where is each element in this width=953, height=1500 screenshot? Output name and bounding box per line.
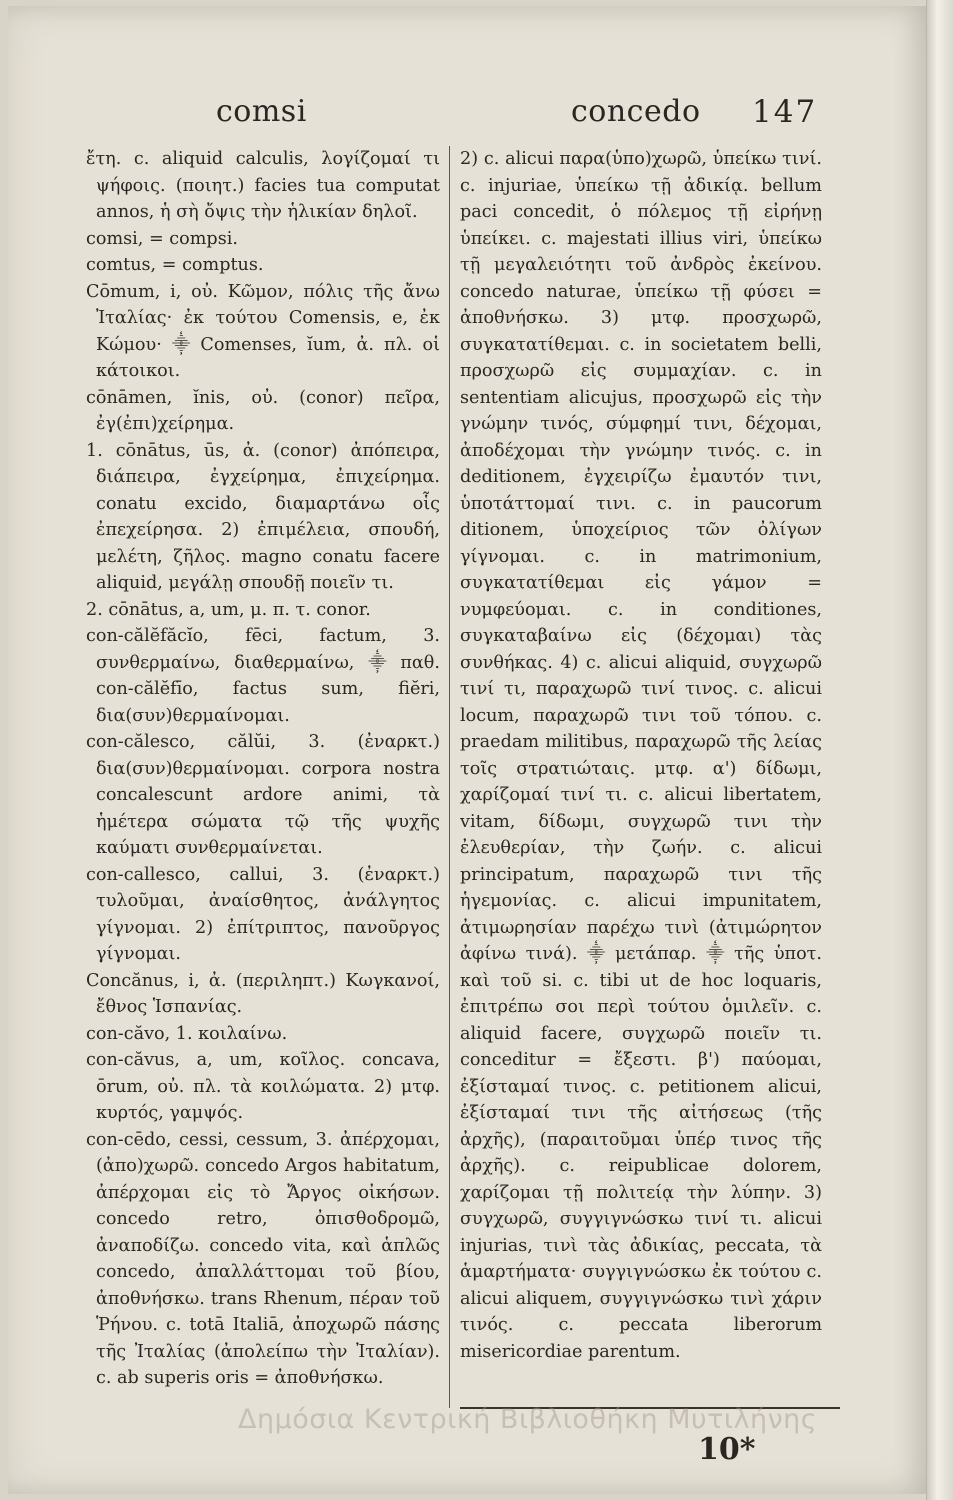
library-watermark: Δημόσια Κεντρική Βιβλιοθήκη Μυτιλήνης	[238, 1404, 818, 1435]
entry: comsi, = compsi.	[86, 228, 238, 249]
entry: con-călesco, călŭi, 3. (ἐναρκτ.) δια(συν)θερμαίνομαι. corpora nostra concalescunt ardore animi, τὰ ἡμέτερα σώματα τῷ τῆς ψυχῆς καύματι συνθερμαίνεται.	[86, 732, 440, 858]
page-edge	[926, 0, 953, 1500]
entry: 1. cōnātus, ūs, ἀ. (conor) ἀπόπειρα, διάπειρα, ἐγχείρημα, ἐπιχείρημα. conatu excido, διαμαρτάνω οἷς ἐπεχείρησα. 2) ἐπιμέλεια, σπουδή, μελέτη, ζῆλος. magno conatu facere aliquid, μεγάλῃ σπουδῇ ποιεῖν τι.	[86, 440, 440, 593]
entry: cōnāmen, ĭnis, οὐ. (conor) πεῖρα, ἐγ(ἐπι)χείρημα.	[86, 387, 440, 434]
dictionary-page	[8, 6, 928, 1494]
entry: 2. cōnātus, a, um, μ. π. τ. conor.	[86, 599, 371, 620]
left-column	[86, 146, 440, 1392]
entry: con-cēdo, cessi, cessum, 3. ἀπέρχομαι, (ἀπο)χωρῶ. concedo Argos habitatum, ἀπέρχομαι εἰς τὸ Ἄργος οἰκήσων. concedo retro, ὀπισθοδρομῶ, ἀναποδίζω. concedo vita, καὶ ἁπλῶς concedo, ἀπαλλάττομαι τοῦ βίου, ἀποθνήσκω. trans Rhenum, πέραν τοῦ Ῥήνου. c. totā Italiā, ἀποχωρῶ πάσης τῆς Ἰταλίας (ἀπολείπω τὴν Ἰταλίαν). c. ab superis oris = ἀποθνήσκω.	[86, 1129, 440, 1388]
entry: Concănus, i, ἀ. (περιληπτ.) Κωγκανοί, ἔθνος Ἱσπανίας.	[86, 970, 440, 1017]
entry: 2) c. alicui παρα(ὑπο)χωρῶ, ὑπείκω τινί. c. injuriae, ὑπείκω τῇ ἀδικίᾳ. bellum paci concedit, ὁ πόλεμος τῇ εἰρήνῃ ὑπείκει. c. majestati illius viri, ὑπείκω τῇ μεγαλειότητι τοῦ ἀνδρὸς ἐκείνου. concedo naturae, ὑπείκω τῇ φύσει = ἀποθνήσκω. 3) μτφ. προσχωρῶ, συγκατατίθεμαι. c. in societatem belli, προσχωρῶ εἰς συμμαχίαν. c. in sententiam alicujus, προσχωρῶ εἰς τὴν γνώμην τινός, σύμφημί τινι, δέχομαι, ἀποδέχομαι τὴν γνώμην τινός. c. in deditionem, ἐγχειρίζω ἐμαυτόν τινι, ὑποτάττομαί τινι. c. in paucorum ditionem, ὑποχείριος τῶν ὀλίγων γίγνομαι. c. in matrimonium, συγκατατίθεμαι εἰς γάμον = νυμφεύομαι. c. in conditiones, συγκαταβαίνω εἰς (δέχομαι) τὰς συνθήκας. 4) c. alicui aliquid, συγχωρῶ τινί τι, παραχωρῶ τινί τινος. c. alicui locum, παραχωρῶ τινι τοῦ τόπου. c. praedam militibus, παραχωρῶ τῆς λείας τοῖς στρατιώταις. μτφ. α') δίδωμι, χαρίζομαί τινί τι. c. alicui libertatem, vitam, δίδωμι, συγχωρῶ τινι τὴν ἐλευθερίαν, τὴν ζωήν. c. alicui principatum, παραχωρῶ τινι τῆς ἡγεμονίας. c. alicui impunitatem, ἀτιμωρησίαν παρέχω τινὶ (ἀτιμώρητον ἀφίνω τινά). ⸎ μετάπαρ. ⸎ τῆς ὑποτ. καὶ τοῦ si. c. tibi ut de hoc loquaris, ἐπιτρέπω σοι περὶ τούτου ὁμιλεῖν. c. aliquid facere, συγχωρῶ ποιεῖν τι. conceditur = ἔξεστι. β') παύομαι, ἐξίσταμαί τινος. c. petitionem alicui, ἐξίσταμαί τινι τῆς αἰτήσεως (τῆς ἀρχῆς), (παραιτοῦμαι ὑπέρ τινος τῆς ἀρχῆς). c. reipublicae dolorem, χαρίζομαι τῇ πολιτείᾳ τὴν λύπην. 3) συγχωρῶ, συγγιγνώσκω τινί τι. alicui injurias, τινὶ τὰς ἀδικίας, peccata, τὰ ἁμαρτήματα· συγγιγνώσκω ἐκ τούτου c. alicui aliquem, συγγιγνώσκω τινὶ χάριν τινός. c. peccata liberorum misericordiae parentum.	[460, 149, 822, 1362]
entry: comtus, = comptus.	[86, 255, 264, 275]
entry: con-căvo, 1. κοιλαίνω.	[86, 1023, 288, 1044]
header-center-word: concedo	[571, 94, 701, 129]
entry: con-călĕfăcĭo, fēci, factum, 3. συνθερμαίνω, διαθερμαίνω, ⸎ παθ. con-călĕfīo, factus sum, fiĕri, δια(συν)θερμαίνομαι.	[86, 626, 440, 726]
entry: con-callesco, callui, 3. (ἐναρκτ.) τυλοῦμαι, ἀναίσθητος, ἀνάλγητος γίγνομαι. 2) ἐπίτριπτος, πανοῦργος γίγνομαι.	[86, 864, 440, 964]
page-number: 147	[752, 94, 818, 130]
column-divider	[449, 146, 450, 1408]
entry: Cōmum, i, οὐ. Κῶμον, πόλις τῆς ἄνω Ἰταλίας· ἐκ τούτου Comensis, e, ἐκ Κώμου· ⸎ Comenses, ĭum, ἀ. πλ. οἱ κάτοικοι.	[86, 281, 440, 381]
entry: con-căvus, a, um, κοῖλος. concava, ōrum, οὐ. πλ. τὰ κοιλώματα. 2) μτφ. κυρτός, γαμψός.	[86, 1050, 440, 1123]
entry: ἔτη. c. aliquid calculis, λογίζομαί τι ψήφοις. (ποιητ.) facies tua computat annos, ἡ σὴ ὄψις τὴν ἡλικίαν δηλοῖ.	[86, 149, 440, 222]
right-column	[460, 146, 822, 1365]
running-header	[8, 94, 953, 134]
signature-mark: 10*	[698, 1432, 756, 1467]
header-left-word: comsi	[216, 94, 307, 129]
